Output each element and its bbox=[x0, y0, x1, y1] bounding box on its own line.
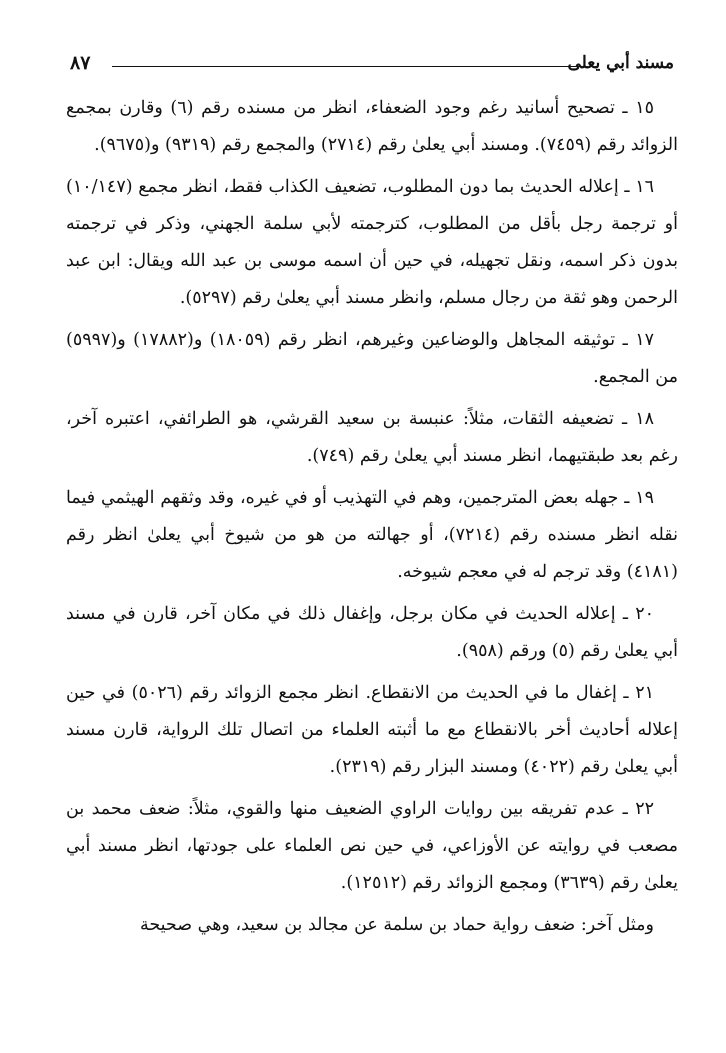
page-body bbox=[66, 90, 678, 949]
paragraph-18: ١٨ ـ تضعيفه الثقات، مثلاً: عنبسة بن سعيد القرشي، هو الطرائفي، اعتبره آخر، رغم بعد طبقتيهما، انظر مسند أبي يعلىٰ رقم (٧٤٩). bbox=[66, 409, 678, 466]
page-number: ٨٧ bbox=[70, 52, 91, 74]
running-title: مسند أبي يعلى bbox=[567, 53, 674, 73]
page-header bbox=[70, 50, 674, 82]
paragraph-continuation: ومثل آخر: ضعف رواية حماد بن سلمة عن مجالد بن سعيد، وهي صحيحة bbox=[139, 915, 654, 935]
paragraph-19: ١٩ ـ جهله بعض المترجمين، وهم في التهذيب أو في غيره، وقد وثقهم الهيثمي فيما نقله انظر مسنده رقم (٧٢١٤)، أو جهالته من هو من شيوخ أبي يعلىٰ انظر رقم (٤١٨١) وقد ترجم له في معجم شيوخه. bbox=[66, 488, 678, 582]
paragraph-15: ١٥ ـ تصحيح أسانيد رغم وجود الضعفاء، انظر من مسنده رقم (٦) وقارن بمجمع الزوائد رقم (٧٤٥٩). ومسند أبي يعلىٰ رقم (٢٧١٤) والمجمع رقم (٩٣١٩) و(٩٦٧٥). bbox=[66, 98, 678, 155]
paragraph-20: ٢٠ ـ إعلاله الحديث في مكان برجل، وإغفال ذلك في مكان آخر، قارن في مسند أبي يعلىٰ رقم (٥) ورقم (٩٥٨). bbox=[66, 604, 678, 661]
paragraph-17: ١٧ ـ توثيقه المجاهل والوضاعين وغيرهم، انظر رقم (١٨٠٥٩) و(١٧٨٨٢) و(٥٩٩٧) من المجمع. bbox=[66, 330, 678, 387]
paragraph-22: ٢٢ ـ عدم تفريقه بين روايات الراوي الضعيف منها والقوي، مثلاً: ضعف محمد بن مصعب في روايته عن الأوزاعي، في حين نص العلماء على جودتها، انظر مسند أبي يعلىٰ رقم (٣٦٣٩) ومجمع الزوائد رقم (١٢٥١٢). bbox=[66, 799, 678, 893]
paragraph-21: ٢١ ـ إغفال ما في الحديث من الانقطاع. انظر مجمع الزوائد رقم (٥٠٢٦) في حين إعلاله أحاديث أخر بالانقطاع مع ما أثبته العلماء من اتصال تلك الرواية، قارن مسند أبي يعلىٰ رقم (٤٠٢٢) ومسند البزار رقم (٢٣١٩). bbox=[66, 683, 678, 777]
paragraph-16: ١٦ ـ إعلاله الحديث بما دون المطلوب، تضعيف الكذاب فقط، انظر مجمع (١٠/١٤٧) أو ترجمة رجل بأقل من المطلوب، كترجمته لأبي سلمة الجهني، وذكر في ترجمته بدون ذكر اسمه، ونقل تجهيله، في حين أن اسمه موسى بن عبد الله ويقال: ابن عبد الرحمن وهو ثقة من رجال مسلم، وانظر مسند أبي يعلىٰ رقم (٥٢٩٧). bbox=[66, 177, 678, 308]
header-rule bbox=[112, 66, 582, 67]
